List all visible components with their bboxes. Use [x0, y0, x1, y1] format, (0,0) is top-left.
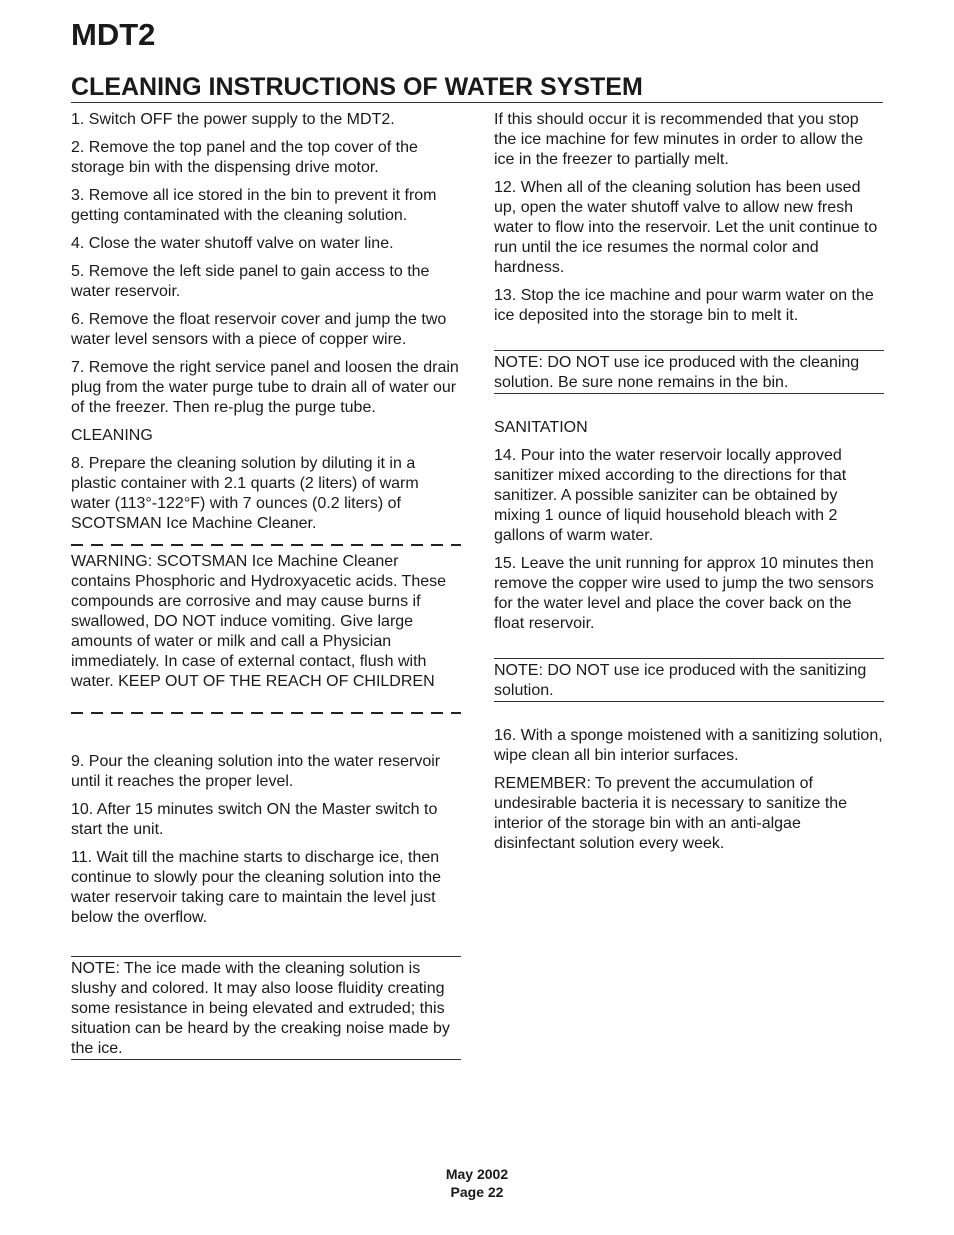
cleaning-note-box: [71, 956, 461, 1060]
right-column: [494, 110, 884, 862]
cleaning-ice-note: NOTE: DO NOT use ice produced with the cleaning solution. Be sure none remains in the bin.: [494, 354, 860, 391]
step-14: 14. Pour into the water reservoir locally approved sanitizer mixed according to the directions for that sanitizer. A possible saniziter can be obtained by mixing 1 ounce of liquid household bleach with 2 gallons of warm water.: [494, 447, 847, 544]
step-16: 16. With a sponge moistened with a sanitizing solution, wipe clean all bin interior surfaces.: [494, 727, 883, 764]
step-13: 13. Stop the ice machine and pour warm water on the ice deposited into the storage bin to melt it.: [494, 287, 874, 324]
sanitizing-note-box: [494, 658, 884, 702]
step-9: 9. Pour the cleaning solution into the water reservoir until it reaches the proper level.: [71, 753, 441, 790]
melt-advice: If this should occur it is recommended that you stop the ice machine for few minutes in order to allow the ice in the freezer to partially melt.: [494, 111, 864, 168]
step-2: 2. Remove the top panel and the top cover of the storage bin with the dispensing drive motor.: [71, 139, 418, 176]
step-12: 12. When all of the cleaning solution has been used up, open the water shutoff valve to allow new fresh water to flow into the reservoir. Let the unit continue to run until the ice resumes the normal color and hardness.: [494, 179, 878, 276]
footer-date: May 2002: [445, 1166, 509, 1182]
step-4: 4. Close the water shutoff valve on water line.: [71, 235, 394, 252]
step-1: 1. Switch OFF the power supply to the MDT2.: [71, 111, 395, 128]
model-title: MDT2: [71, 17, 156, 52]
remember-note: REMEMBER: To prevent the accumulation of undesirable bacteria it is necessary to sanitize the interior of the storage bin with an anti-algae disinfectant solution every week.: [494, 775, 848, 852]
step-8: 8. Prepare the cleaning solution by diluting it in a plastic container with 2.1 quarts (2 liters) of warm water (113°-122°F) with 7 ounces (0.2 liters) of SCOTSMAN Ice Machine Cleaner.: [71, 455, 419, 532]
step-3: 3. Remove all ice stored in the bin to prevent it from getting contaminated with the cleaning solution.: [71, 187, 437, 224]
step-5: 5. Remove the left side panel to gain access to the water reservoir.: [71, 263, 430, 300]
warning-text: WARNING: SCOTSMAN Ice Machine Cleaner contains Phosphoric and Hydroxyacetic acids. These compounds are corrosive and may cause burns if swallowed, DO NOT induce vomiting. Give large amounts of water or milk and call a Physician immediately. In case of external contact, flush with water. KEEP OUT OF THE REACH OF CHILDREN: [71, 553, 447, 690]
cleaning-heading: CLEANING: [71, 427, 153, 444]
step-6: 6. Remove the float reservoir cover and jump the two water level sensors with a piece of copper wire.: [71, 311, 447, 348]
step-11: 11. Wait till the machine starts to discharge ice, then continue to slowly pour the cleaning solution into the water reservoir taking care to maintain the level just below the overflow.: [71, 849, 442, 926]
left-column: [71, 110, 461, 1060]
section-title: CLEANING INSTRUCTIONS OF WATER SYSTEM: [71, 72, 883, 103]
step-10: 10. After 15 minutes switch ON the Master switch to start the unit.: [71, 801, 438, 838]
sanitation-heading: SANITATION: [494, 419, 588, 436]
step-7: 7. Remove the right service panel and loosen the drain plug from the water purge tube to drain all of water our of the freezer. Then re-plug the purge tube.: [71, 359, 459, 416]
footer-page-number: Page 22: [450, 1184, 504, 1200]
cleaning-note: NOTE: The ice made with the cleaning solution is slushy and colored. It may also loose fluidity creating some resistance in being elevated and extruded; this situation can be heard by the creaking noise made by the ice.: [71, 960, 450, 1057]
step-15: 15. Leave the unit running for approx 10 minutes then remove the copper wire used to jump the two sensors for the water level and place the cover back on the float reservoir.: [494, 555, 874, 632]
sanitizing-note: NOTE: DO NOT use ice produced with the sanitizing solution.: [494, 662, 867, 699]
page-footer: [0, 1165, 954, 1201]
warning-top-rule: [71, 544, 461, 546]
cleaning-ice-note-box: [494, 350, 884, 394]
warning-bottom-rule: [71, 712, 461, 714]
